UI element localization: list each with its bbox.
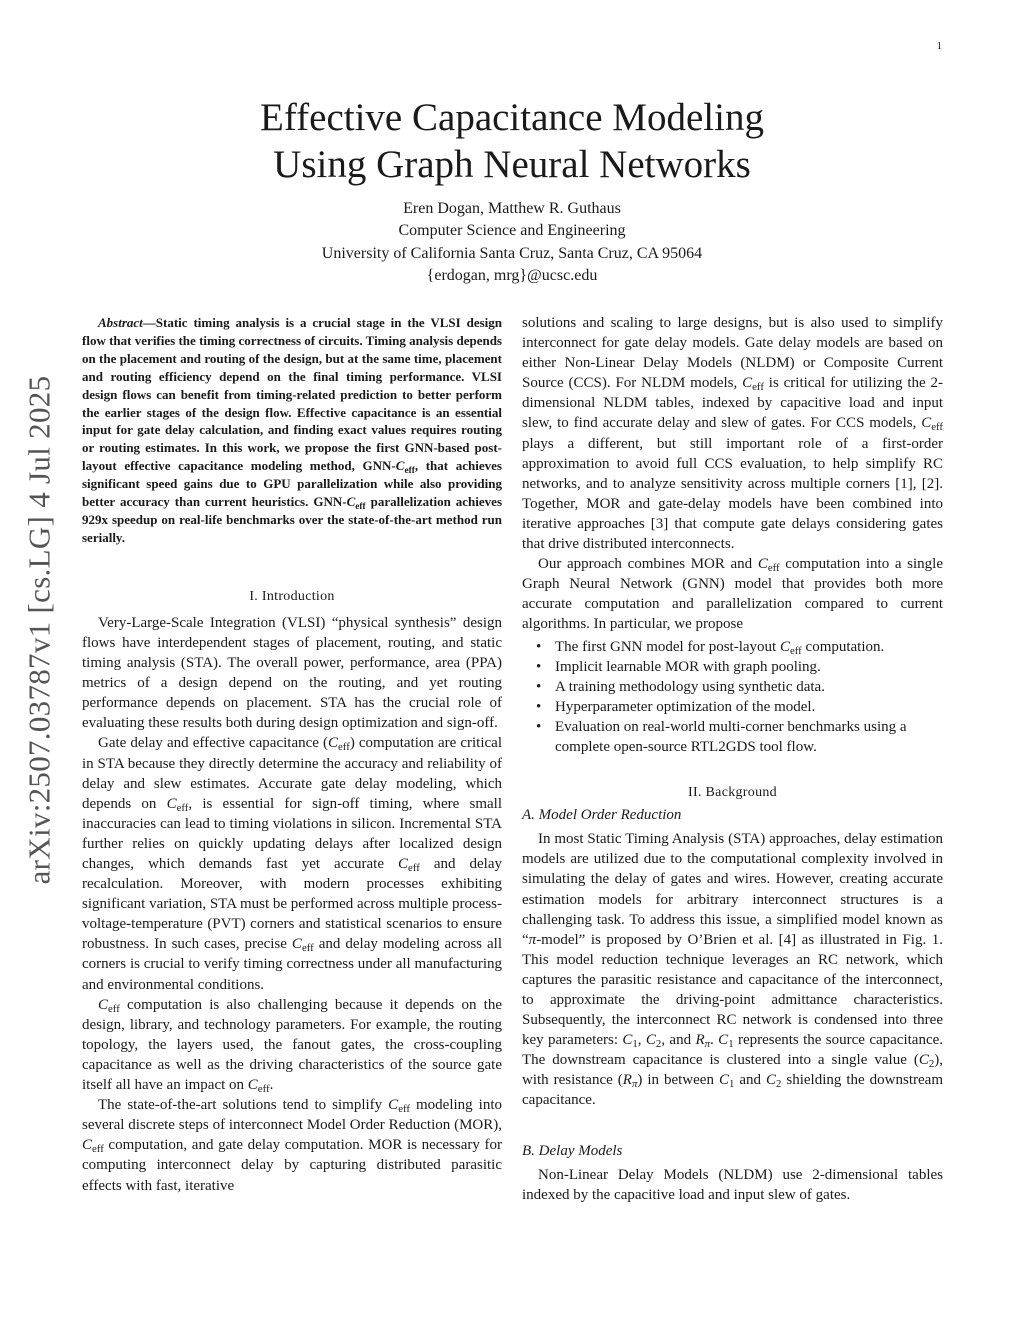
abstract: Abstract—Static timing analysis is a crucial stage in the VLSI design flow that verifies the timing correctness of circuits. Timing analysis depends on the placement and routing of the design, but at the same time, placement and routing efficiency depend on the final timing performance. VLSI design flows can benefit from timing-related prediction to better perform the earlier stages of the design flow. Effective capacitance is an essential input for gate delay calculation, and finding exact values requires routing or routing estimates. In this work, we propose the first GNN-based post-layout effective capacitance modeling method, GNN-$C_{eff}$, that achieves significant speed gains due to GPU parallelization while also providing better accuracy than current heuristics. GNN-$C_{eff}$ parallelization achieves 929x speedup on real-life benchmarks over the state-of-the-art method run serially.: [82, 315, 503, 545]
page-number: 1: [936, 40, 942, 52]
subsection-heading-delay-models: B. Delay Models: [522, 1142, 623, 1159]
intro-paragraph-2: Gate delay and effective capacitance $(C_{eff})$ computation are critical in STA because they directly determine the accuracy and reliability of delay and slew estimates. Accurate gate delay modeling, which depends on $C_{eff}$, is essential for sign-off timing, where small inaccuracies can lead to timing violations in silicon. Incremental STA further relies on quickly updating delays after localized design changes, which demands fast yet accurate $C_{eff}$ and delay recalculation. Moreover, with modern processes exhibiting significant variation, STA must be performed across multiple process-voltage-temperature (PVT) corners and statistical scenarios to ensure robustness. In such cases, precise $C_{eff}$ and delay modeling across all corners is crucial to verify timing correctness under all manufacturing and environmental conditions.: [82, 735, 502, 993]
author-names: Eren Dogan, Matthew R. Guthaus: [403, 200, 621, 217]
title-line-2: Using Graph Neural Networks: [273, 143, 751, 186]
mor-paragraph: In most Static Timing Analysis (STA) approaches, delay estimation models are utilized due to the computational complexity involved in simulating the delay of gates and wires. However, creating accurate estimation models for arbitrary interconnect structures is a challenging task. To address this issue, a simplified model known as “π-model” is proposed by O’Brien et al. [4] as illustrated in Fig. 1. This model reduction technique leverages an RC network, which captures the parasitic resistance and capacitance of the interconnect, to approximate the driving-point admittance characteristics. Subsequently, the interconnect RC network is condensed into three key parameters: $C_1$, $C_2$, and $R_\pi$. $C_1$ represents the source capacitance. The downstream capacitance is clustered into a single value $(C_2)$, with resistance $(R_\pi)$ in between $C_1$ and $C_2$ shielding the downstream capacitance.: [522, 831, 944, 1109]
list-item: • A training methodology using synthetic data.: [555, 677, 943, 697]
subsection-heading-mor: A. Model Order Reduction: [522, 807, 682, 824]
list-item: • Implicit learnable MOR with graph pooling.: [555, 657, 943, 677]
intro-paragraph-4-start: The state-of-the-art solutions tend to simplify $C_{eff}$ modeling into several discrete steps of interconnect Model Order Reduction (MOR), $C_{eff}$ computation, and gate delay computation. MOR is necessary for computing interconnect delay by capturing distributed parasitic effects with fast, iterative: [82, 1097, 502, 1194]
author-university: University of California Santa Cruz, Santa Cruz, CA 95064: [321, 244, 703, 262]
title-line-1: Effective Capacitance Modeling: [260, 96, 764, 139]
arxiv-identifier: [14, 310, 64, 950]
arxiv-identifier-text: arXiv:2507.03787v1 [cs.LG] 4 Jul 2025: [21, 375, 57, 885]
list-item: • The first GNN model for post-layout $C_{eff}$ computation.: [555, 637, 943, 657]
list-item: • Hyperparameter optimization of the model.: [555, 697, 943, 717]
contribution-list: [522, 637, 943, 758]
right-column: [522, 313, 943, 1205]
intro-paragraph-5: Our approach combines MOR and $C_{eff}$ computation into a single Graph Neural Network (GNN) model that provides both more accurate computation and parallelization compared to current algorithms. In particular, we propose: [522, 556, 943, 633]
abstract-label: Abstract: [98, 315, 143, 330]
author-block: [0, 198, 1024, 288]
author-email: {erdogan, mrg}@ucsc.edu: [426, 267, 598, 285]
left-column: [82, 314, 502, 1196]
intro-paragraph-1: Very-Large-Scale Integration (VLSI) “physical synthesis” design flows have interdependent stages of placement, routing, and static timing analysis (STA). The overall power, performance, area (PPA) metrics of a design depend on the routing, and yet routing performance depends on placement. STA has the crucial role of evaluating these results both during design optimization and sign-off.: [82, 614, 502, 732]
section-heading-background: II. Background: [688, 785, 777, 801]
delay-models-paragraph: Non-Linear Delay Models (NLDM) use 2-dimensional tables indexed by the capacitive load and input slew of gates.: [522, 1166, 943, 1203]
intro-paragraph-4-continued: solutions and scaling to large designs, but is also used to simplify interconnect for gate delay models. Gate delay models are based on either Non-Linear Delay Models (NLDM) or Composite Current Source (CCS). For NLDM models, $C_{eff}$ is critical for utilizing the 2-dimensional NLDM tables, indexed by capacitive load and input slew, to find accurate delay and slew of gates. For CCS models, $C_{eff}$ plays a different, but still important role of a first-order approximation to avoid full CCS evaluation, to help simplify RC networks, and to analyze sensitivity across multiple corners [1], [2]. Together, MOR and gate-delay models have been combined into iterative approaches [3] that compute gate delays considering gates that drive distributed interconnects.: [522, 315, 944, 553]
list-item: • Evaluation on real-world multi-corner benchmarks using a complete open-source RTL2GDS tool flow.: [555, 717, 943, 757]
intro-paragraph-3: $C_{eff}$ computation is also challenging because it depends on the design, library, and technology parameters. For example, the routing topology, the layers used, the fanout gates, the cross-coupling capacitance as well as the driving characteristics of the source gate itself all have an impact on $C_{eff}$.: [82, 996, 502, 1096]
paper-title: [0, 94, 1024, 188]
section-heading-introduction: I. Introduction: [249, 588, 335, 604]
author-department: Computer Science and Engineering: [398, 222, 626, 240]
